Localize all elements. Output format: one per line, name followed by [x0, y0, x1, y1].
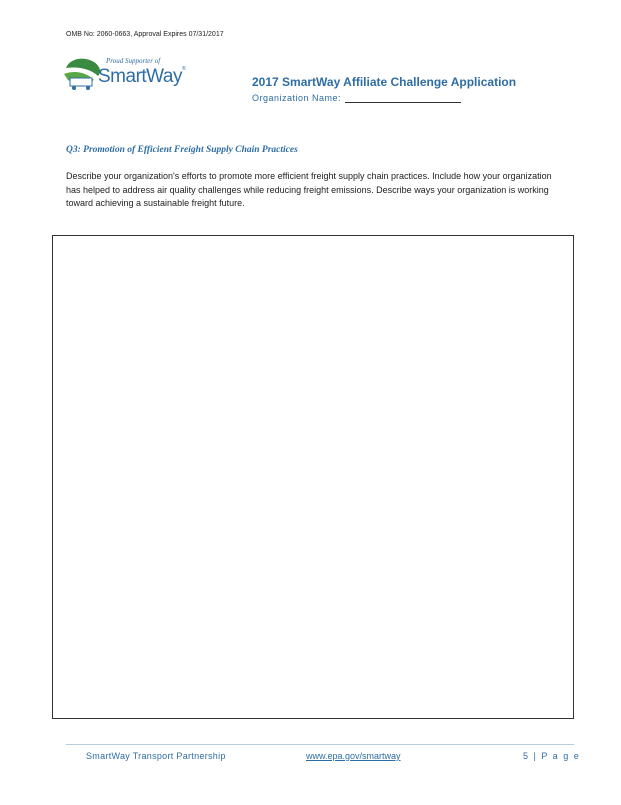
question-heading: Q3: Promotion of Efficient Freight Supply Chain Practices	[66, 145, 298, 155]
organization-name-row	[252, 93, 461, 103]
omb-notice: OMB No: 2060-0663, Approval Expires 07/31/2017	[66, 31, 224, 38]
question-description: Describe your organization's efforts to promote more efficient freight supply chain practices. Include how your organization has helped to address air quality challenges while reducing freight emissions. Describe ways your organization is working toward achieving a sustainable freight future.	[66, 171, 552, 208]
logo-name: SmartWay®	[98, 66, 186, 87]
footer-website-link[interactable]: www.epa.gov/smartway	[306, 751, 401, 761]
logo-tagline: Proud Supporter of	[106, 57, 161, 65]
answer-text-box[interactable]	[52, 235, 574, 719]
smartway-logo	[64, 54, 192, 98]
document-title: 2017 SmartWay Affiliate Challenge Application	[252, 75, 517, 89]
organization-name-label: Organization Name:	[252, 93, 342, 103]
organization-name-field[interactable]	[345, 93, 461, 103]
footer-divider	[66, 744, 574, 745]
footer-page-number: 5 | P a g e	[523, 751, 581, 761]
footer-organization: SmartWay Transport Partnership	[86, 751, 226, 761]
